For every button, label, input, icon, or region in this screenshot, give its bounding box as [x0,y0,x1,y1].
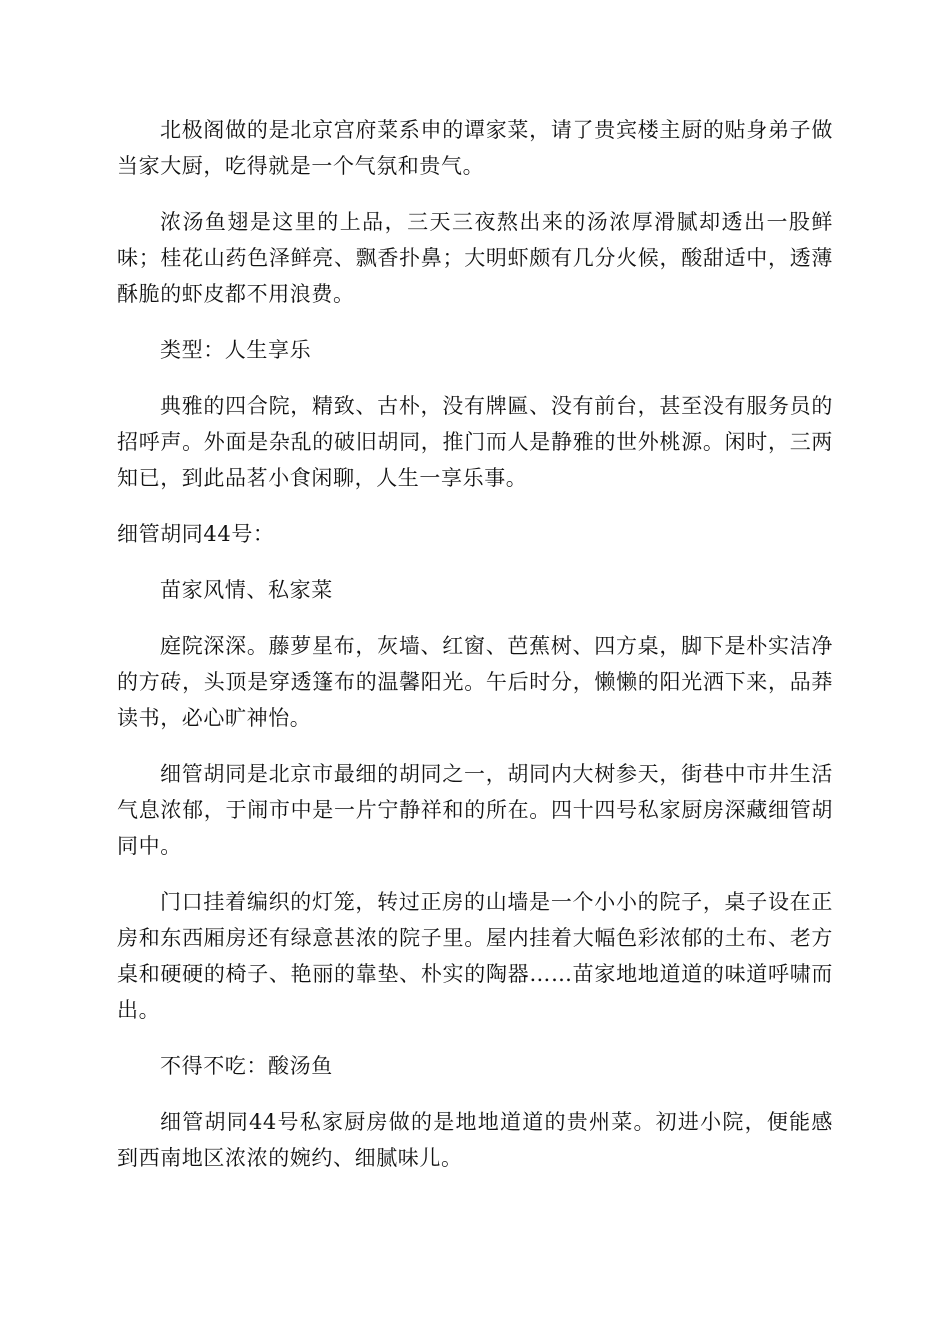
section-heading-xiguan-44: 细管胡同44号： [117,522,275,546]
paragraph-guizhou-cuisine: 细管胡同44号私家厨房做的是地地道道的贵州菜。初进小院，便能感到西南地区浓浓的婉约、细腻味儿。 [117,1110,833,1170]
paragraph-entrance-description: 门口挂着编织的灯笼，转过正房的山墙是一个小小的院子，桌子设在正房和东西厢房还有绿意甚浓的院子里。屋内挂着大幅色彩浓郁的土布、老方桌和硬硬的椅子、艳丽的靠垫、朴实的陶器……苗家地地道道的味道呼啸而出。 [117,890,833,1022]
paragraph-signature-dishes: 浓汤鱼翅是这里的上品，三天三夜熬出来的汤浓厚滑腻却透出一股鲜味；桂花山药色泽鲜亮、飘香扑鼻；大明虾颇有几分火候，酸甜适中，透薄酥脆的虾皮都不用浪费。 [117,210,833,306]
document-page [117,112,833,1196]
paragraph-hutong-description: 细管胡同是北京市最细的胡同之一，胡同内大树参天，街巷中市井生活气息浓郁，于闹市中是一片宁静祥和的所在。四十四号私家厨房深藏细管胡同中。 [117,762,833,858]
paragraph-type-heading: 类型：人生享乐 [160,338,312,362]
paragraph-must-eat-heading: 不得不吃：酸汤鱼 [160,1054,333,1078]
paragraph-miao-style: 苗家风情、私家菜 [160,578,333,602]
paragraph-courtyard-description: 典雅的四合院，精致、古朴，没有牌匾、没有前台，甚至没有服务员的招呼声。外面是杂乱的破旧胡同，推门而人是静雅的世外桃源。闲时，三两知已，到此品茗小食闲聊，人生一享乐事。 [117,394,833,490]
paragraph-garden-scene: 庭院深深。藤萝星布，灰墙、红窗、芭蕉树、四方桌，脚下是朴实洁净的方砖，头顶是穿透篷布的温馨阳光。午后时分，懒懒的阳光洒下来，品莽读书，必心旷神怡。 [117,634,833,730]
paragraph-beijige-intro: 北极阁做的是北京宫府菜系申的谭家菜，请了贵宾楼主厨的贴身弟子做当家大厨，吃得就是一个气氛和贵气。 [117,118,833,178]
